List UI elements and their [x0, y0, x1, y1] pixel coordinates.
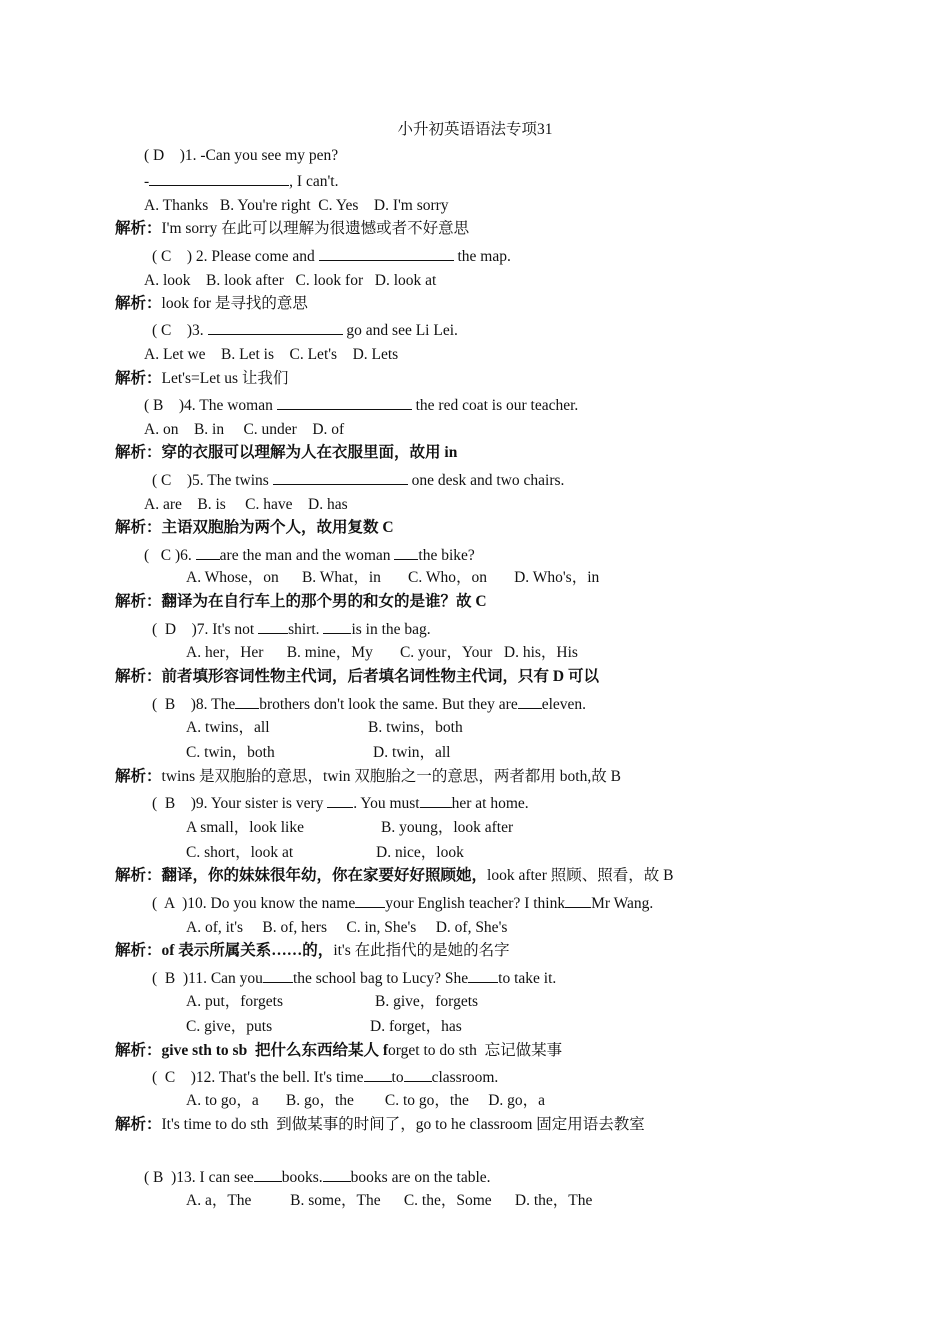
question-text: brothers don't look the same. But they are	[259, 696, 518, 713]
question-text: to	[391, 1069, 404, 1086]
blank	[355, 893, 385, 908]
question-10	[152, 893, 653, 914]
blank	[235, 694, 259, 709]
analysis-label: 解析：	[115, 1042, 162, 1059]
analysis-text: 翻译，你的妹妹很年幼，你在家要好好照顾她，	[161, 867, 488, 884]
question-text: ( B )8. The	[152, 696, 236, 713]
question-1: ( D )1. -Can you see my pen?	[144, 147, 339, 164]
question-text: one desk and two chairs.	[407, 472, 565, 489]
analysis-text: orget to do sth 忘记做某事	[388, 1042, 563, 1059]
analysis-text: look after 照顾、照看，故 B	[487, 867, 674, 884]
question-text: the map.	[453, 248, 511, 265]
question-text: shirt.	[288, 621, 324, 638]
question-text: are the man and the woman	[219, 547, 395, 564]
question-10-options: A. of, it's B. of, hers C. in, She's D. of, She's	[186, 919, 508, 936]
question-9	[152, 793, 529, 814]
option-a: A. twins，all	[186, 719, 270, 736]
question-11	[152, 968, 556, 989]
question-8	[152, 694, 586, 715]
question-text: , I can't.	[289, 173, 339, 190]
blank	[323, 619, 351, 634]
dash: -	[144, 173, 150, 190]
analysis-text: of 表示所属关系……的，	[161, 942, 334, 959]
blank	[258, 619, 288, 634]
blank	[518, 694, 542, 709]
question-text: ( C )3.	[152, 322, 208, 339]
analysis-label: 解析：	[115, 220, 162, 237]
question-text: go and see Li Lei.	[342, 322, 458, 339]
question-text: her at home.	[451, 795, 529, 812]
analysis-3	[115, 369, 288, 389]
question-text: ( A )10. Do you know the name	[152, 895, 356, 912]
question-3	[152, 320, 458, 341]
question-3-options: A. Let we B. Let is C. Let's D. Lets	[144, 346, 399, 363]
question-1-answer-line	[144, 171, 338, 192]
blank	[327, 793, 353, 808]
analysis-1	[115, 219, 469, 239]
option-c: C. twin，both	[186, 744, 275, 761]
question-text: Mr Wang.	[591, 895, 654, 912]
analysis-label: 解析：	[115, 768, 162, 785]
analysis-11	[115, 1041, 562, 1061]
analysis-text: twins 是双胞胎的意思，twin 双胞胎之一的意思，两者都用 both,故 B	[161, 768, 621, 785]
option-a: A. put，forgets	[186, 993, 284, 1010]
blank	[277, 395, 412, 410]
option-b: B. young，look after	[381, 819, 514, 836]
question-2	[152, 246, 511, 267]
question-text: eleven.	[541, 696, 587, 713]
option-a: A small，look like	[186, 819, 304, 836]
blank	[319, 246, 454, 261]
analysis-text: 穿的衣服可以理解为人在衣服里面，故用 in	[161, 444, 458, 461]
analysis-label: 解析：	[115, 444, 162, 461]
option-b: B. give，forgets	[375, 993, 479, 1010]
blank	[420, 793, 452, 808]
question-7	[152, 619, 431, 640]
page-title: 小升初英语语法专项31	[397, 121, 553, 138]
option-d: D. twin，all	[373, 744, 451, 761]
question-5-options: A. are B. is C. have D. has	[144, 496, 348, 513]
analysis-text: It's time to do sth 到做某事的时间了，go to he classroom 固定用语去教室	[161, 1116, 645, 1133]
blank	[323, 1167, 351, 1182]
analysis-7	[115, 667, 599, 687]
analysis-label: 解析：	[115, 370, 162, 387]
analysis-label: 解析：	[115, 867, 162, 884]
analysis-6	[115, 592, 487, 612]
question-text: the school bag to Lucy? She	[292, 970, 469, 987]
question-text: ( B )11. Can you	[152, 970, 263, 987]
blank	[404, 1067, 432, 1082]
analysis-text: 主语双胞胎为两个人，故用复数 C	[161, 519, 394, 536]
blank	[149, 171, 289, 186]
question-text: ( C )6.	[144, 547, 196, 564]
analysis-text: Let's=Let us 让我们	[161, 370, 289, 387]
question-text: your English teacher? I think	[385, 895, 566, 912]
analysis-label: 解析：	[115, 668, 162, 685]
blank	[254, 1167, 282, 1182]
blank	[263, 968, 293, 983]
analysis-text: 前者填形容词性物主代词，后者填名词性物主代词，只有 D 可以	[161, 668, 599, 685]
option-d: D. nice，look	[376, 844, 464, 861]
question-13-options: A. a，The B. some，The C. the，Some D. the，The	[186, 1192, 593, 1209]
analysis-label: 解析：	[115, 1116, 162, 1133]
analysis-8	[115, 767, 621, 787]
question-4	[144, 395, 578, 416]
blank	[468, 968, 498, 983]
blank	[273, 470, 408, 485]
question-text: . You must	[353, 795, 420, 812]
question-text: to take it.	[498, 970, 557, 987]
question-text: is in the bag.	[351, 621, 431, 638]
question-7-options: A. her，Her B. mine，My C. your，Your D. his，His	[186, 644, 578, 661]
question-4-options: A. on B. in C. under D. of	[144, 421, 345, 438]
analysis-label: 解析：	[115, 593, 162, 610]
analysis-12	[115, 1115, 645, 1135]
blank	[394, 545, 418, 560]
analysis-10	[115, 941, 510, 961]
question-text: ( C )5. The twins	[152, 472, 273, 489]
blank	[565, 893, 591, 908]
option-c: C. give，puts	[186, 1018, 273, 1035]
question-text: ( B )9. Your sister is very	[152, 795, 328, 812]
question-text: ( D )7. It's not	[152, 621, 259, 638]
analysis-text: give sth to sb 把什么东西给某人 f	[161, 1042, 388, 1059]
question-text: ( C )12. That's the bell. It's time	[152, 1069, 364, 1086]
question-text: classroom.	[431, 1069, 499, 1086]
question-2-options: A. look B. look after C. look for D. look at	[144, 272, 437, 289]
question-text: books.	[281, 1169, 323, 1186]
analysis-label: 解析：	[115, 942, 162, 959]
question-5	[152, 470, 564, 491]
analysis-label: 解析：	[115, 295, 162, 312]
option-d: D. forget，has	[370, 1018, 462, 1035]
question-text: ( B )4. The woman	[144, 397, 277, 414]
analysis-4	[115, 443, 457, 463]
analysis-label: 解析：	[115, 519, 162, 536]
analysis-text: it's 在此指代的是她的名字	[333, 942, 510, 959]
analysis-2	[115, 294, 308, 314]
blank	[196, 545, 220, 560]
analysis-5	[115, 518, 394, 538]
question-text: the red coat is our teacher.	[411, 397, 579, 414]
question-6-options: A. Whose，on B. What，in C. Who，on D. Who's，in	[186, 569, 600, 586]
analysis-text: I'm sorry 在此可以理解为很遗憾或者不好意思	[161, 220, 470, 237]
blank	[208, 320, 343, 335]
question-text: ( B )13. I can see	[144, 1169, 254, 1186]
option-c: C. short，look at	[186, 844, 294, 861]
question-13	[144, 1167, 491, 1188]
question-text: ( C ) 2. Please come and	[152, 248, 319, 265]
blank	[364, 1067, 392, 1082]
question-text: books are on the table.	[350, 1169, 491, 1186]
analysis-9	[115, 866, 673, 886]
question-12-options: A. to go，a B. go，the C. to go，the D. go，a	[186, 1092, 546, 1109]
analysis-text: look for 是寻找的意思	[161, 295, 308, 312]
question-text: the bike?	[418, 547, 475, 564]
question-6	[144, 545, 475, 566]
question-1-options: A. Thanks B. You're right C. Yes D. I'm sorry	[144, 197, 449, 214]
option-b: B. twins，both	[368, 719, 463, 736]
question-12	[152, 1067, 498, 1088]
analysis-text: 翻译为在自行车上的那个男的和女的是谁？故 C	[161, 593, 487, 610]
